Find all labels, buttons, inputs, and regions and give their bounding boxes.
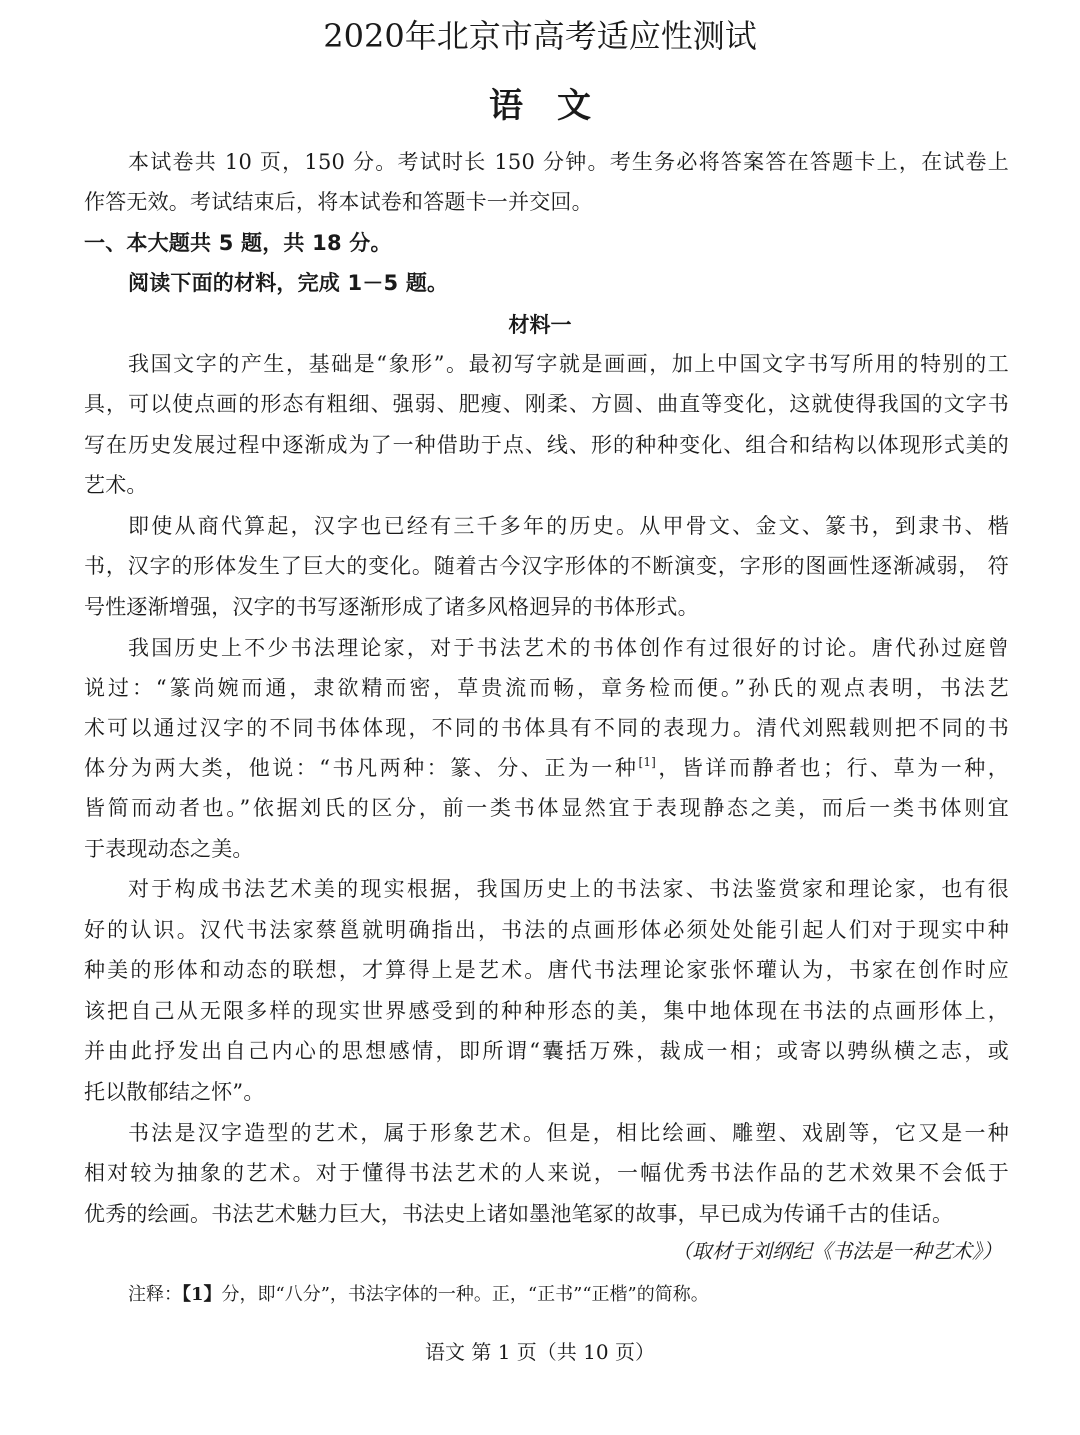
paragraph-line: 并由此抒发出自己内心的思想感情，即所谓“囊括万殊，裁成一相；或寄以骋纵横之志，或 (84, 1039, 1009, 1063)
footnote-ref: [1] (638, 755, 657, 769)
instruction-line: 本试卷共 10 页，150 分。考试时长 150 分钟。考生务必将答案答在答题卡上，在试卷上 (128, 150, 1009, 174)
paragraph-line-with-footnote (84, 753, 1009, 783)
instruction-line: 作答无效。考试结束后，将本试卷和答题卡一并交回。 (84, 190, 593, 214)
paragraph-line: 我国历史上不少书法理论家，对于书法艺术的书体创作有过很好的讨论。唐代孙过庭曾 (128, 636, 1009, 660)
section-heading: 一、本大题共 5 题，共 18 分。 (84, 231, 392, 255)
paragraph-line: 相对较为抽象的艺术。对于懂得书法艺术的人来说，一幅优秀书法作品的艺术效果不会低于 (84, 1161, 1009, 1185)
paragraph-line: 好的认识。汉代书法家蔡邕就明确指出，书法的点画形体必须处处能引起人们对于现实中种 (84, 918, 1009, 942)
paragraph-line: 号性逐渐增强，汉字的书写逐渐形成了诸多风格迥异的书体形式。 (84, 595, 699, 619)
subject-char-1: 语 (489, 86, 523, 126)
paragraph-line: 艺术。 (84, 473, 148, 497)
paragraph-line: 托以散郁结之怀”。 (84, 1080, 265, 1104)
paragraph-line: 皆简而动者也。”依据刘氏的区分，前一类书体显然宜于表现静态之美，而后一类书体则宜 (84, 796, 1009, 820)
paragraph-line: 说过：“篆尚婉而通，隶欲精而密，草贵流而畅，章务检而便。”孙氏的观点表明，书法艺 (84, 676, 1009, 700)
paragraph-text: 体分为两大类，他说：“书凡两种：篆、分、正为一种 (84, 756, 639, 780)
subject-heading (0, 82, 1080, 130)
paragraph-line: 我国文字的产生，基础是“象形”。最初写字就是画画，加上中国文字书写所用的特别的工 (128, 352, 1009, 376)
paragraph-line: 对于构成书法艺术美的现实根据，我国历史上的书法家、书法鉴赏家和理论家，也有很 (128, 877, 1009, 901)
footnote (128, 1281, 709, 1309)
paragraph-line: 种美的形体和动态的联想，才算得上是艺术。唐代书法理论家张怀瓘认为，书家在创作时应 (84, 958, 1009, 982)
paragraph-line: 即使从商代算起，汉字也已经有三千多年的历史。从甲骨文、金文、篆书，到隶书、楷 (128, 514, 1009, 538)
footnote-label: 注释： (128, 1284, 182, 1305)
paragraph-line: 写在历史发展过程中逐渐成为了一种借助于点、线、形的种种变化、组合和结构以体现形式美的 (84, 433, 1009, 457)
paragraph-line: 具，可以使点画的形态有粗细、强弱、肥瘦、刚柔、方圆、曲直等变化，这就使得我国的文字书 (84, 392, 1009, 416)
footnote-text: 分，即“八分”，书法字体的一种。正，“正书”“正楷”的简称。 (221, 1284, 709, 1305)
exam-title: 2020年北京市高考适应性测试 (323, 17, 757, 55)
paragraph-text: ，皆详而静者也；行、草为一种， (656, 756, 1009, 780)
footnote-mark: 【1】 (182, 1284, 222, 1305)
paragraph-line: 优秀的绘画。书法艺术魅力巨大，书法史上诸如墨池笔冢的故事，早已成为传诵千古的佳话。 (84, 1202, 954, 1226)
page-footer: 语文 第 1 页（共 10 页） (425, 1340, 655, 1364)
paragraph-line: 术可以通过汉字的不同书体体现，不同的书体具有不同的表现力。清代刘熙载则把不同的书 (84, 716, 1009, 740)
paragraph-line: 书法是汉字造型的艺术，属于形象艺术。但是，相比绘画、雕塑、戏剧等，它又是一种 (128, 1121, 1009, 1145)
source-citation: （取材于刘纲纪《书法是一种艺术》） (672, 1239, 1002, 1263)
material-title: 材料一 (508, 313, 572, 337)
section-instruction: 阅读下面的材料，完成 1－5 题。 (128, 271, 449, 295)
paragraph-line: 于表现动态之美。 (84, 837, 254, 861)
paragraph-line: 书，汉字的形体发生了巨大的变化。随着古今汉字形体的不断演变，字形的图画性逐渐减弱， 符 (84, 554, 1009, 578)
subject-char-2: 文 (557, 86, 591, 126)
paragraph-line: 该把自己从无限多样的现实世界感受到的种种形态的美，集中地体现在书法的点画形体上， (84, 999, 1009, 1023)
